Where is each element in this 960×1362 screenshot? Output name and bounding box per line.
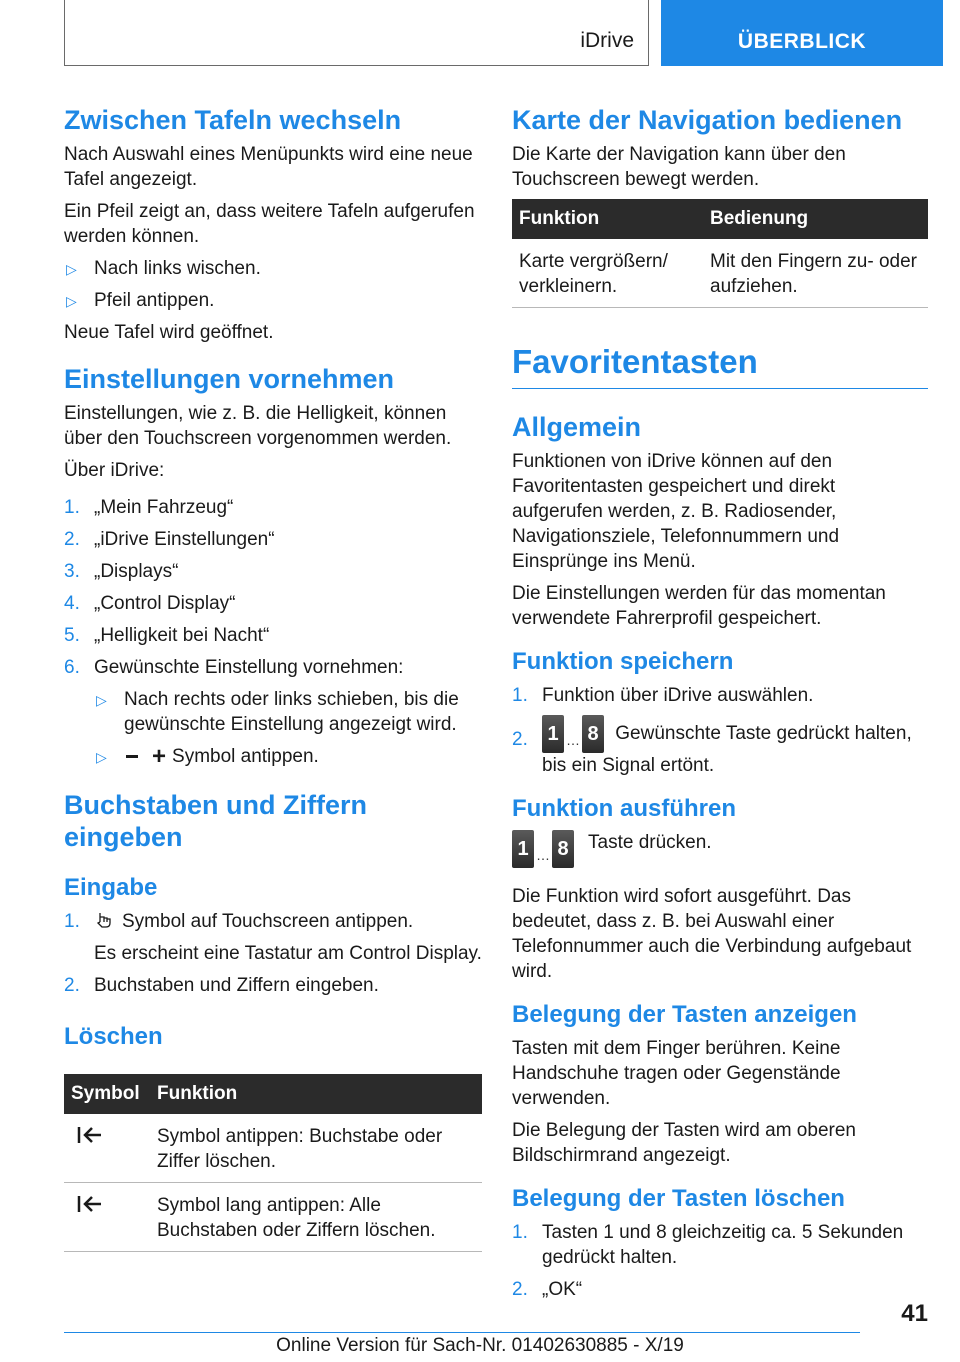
list-item: 1. Tasten 1 und 8 gleichzeitig ca. 5 Sekunden gedrückt halten. <box>512 1222 904 1268</box>
left-column <box>64 100 482 1252</box>
heading-general: Allgemein <box>512 412 642 442</box>
list-item: ▷ Nach links wischen. <box>64 256 482 281</box>
heading-switch-panels: Zwischen Tafeln wechseln <box>64 105 402 135</box>
heading-map: Karte der Navigation bedienen <box>512 105 903 135</box>
favorite-keys-icon: 1 … 8 <box>542 715 604 753</box>
table-row: Symbol antippen: Buchstabe oder Ziffer löschen. <box>64 1114 482 1183</box>
map-table <box>512 199 928 308</box>
list-item: 1. „Mein Fahrzeug“ <box>64 497 234 518</box>
paragraph: Es erscheint eine Tastatur am Control Display. <box>94 943 482 965</box>
list-item: 4. „Control Display“ <box>64 593 236 614</box>
header-section: iDrive <box>580 29 634 52</box>
table-row: Karte vergrößern/ verkleinern. Mit den Fingern zu- oder aufziehen. <box>512 239 928 308</box>
paragraph: Die Einstellungen werden für das momentan verwendete Fahrerprofil gespeichert. <box>512 583 886 629</box>
table-row: Symbol lang antippen: Alle Buchstaben oder Ziffern löschen. <box>64 1183 482 1252</box>
paragraph: Neue Tafel wird geöffnet. <box>64 322 274 343</box>
backspace-icon <box>75 1193 105 1215</box>
page-number: 41 <box>901 1300 928 1327</box>
header-tab <box>661 0 943 66</box>
heading-clear-keys: Belegung der Tasten löschen <box>512 1185 845 1212</box>
paragraph: Die Karte der Navigation kann über den Touchscreen bewegt werden. <box>512 144 846 190</box>
paragraph: Die Belegung der Tasten wird am oberen Bildschirmrand angezeigt. <box>512 1120 856 1166</box>
list-item: ▷ + Symbol antippen. <box>96 743 319 771</box>
paragraph: Über iDrive: <box>64 460 165 481</box>
heading-run-function: Funktion ausführen <box>512 795 736 822</box>
heading-save-function: Funktion speichern <box>512 648 734 675</box>
list-item: 3. „Displays“ <box>64 561 179 582</box>
backspace-icon <box>75 1124 105 1146</box>
triangle-bullet-icon: ▷ <box>66 261 77 277</box>
list-item: ▷ Pfeil antippen. <box>64 288 482 313</box>
plus-icon: + <box>152 743 167 771</box>
table-header-row: Symbol Funktion <box>64 1074 482 1114</box>
triangle-bullet-icon: ▷ <box>96 692 107 708</box>
list-item: 2. Buchstaben und Ziffern eingeben. <box>64 975 379 997</box>
heading-show-keys: Belegung der Tasten anzeigen <box>512 1001 857 1028</box>
list-item: 2. „OK“ <box>512 1279 583 1300</box>
list-item: 1. Funktion über iDrive auswählen. <box>512 685 814 706</box>
heading-delete: Löschen <box>64 1023 163 1051</box>
list-item: 2. 1 … 8 Gewünschte Taste gedrückt halten, bis ein Signal ertönt. <box>512 715 928 778</box>
footer-text: Online Version für Sach-Nr. 01402630885 - X/19 <box>276 1335 684 1356</box>
list-item: 1. Symbol auf Touchscreen antippen. <box>64 911 414 933</box>
paragraph: Einstellungen, wie z. B. die Helligkeit, können über den Touchscreen vorgenommen werden. <box>64 403 452 449</box>
heading-favorites: Favoritentasten <box>512 342 928 389</box>
run-row: 1 … 8 Taste drücken. <box>512 830 928 878</box>
triangle-bullet-icon: ▷ <box>66 293 77 309</box>
heading-input: Eingabe <box>64 874 158 902</box>
favorite-keys-icon: 1 … 8 <box>512 830 574 868</box>
list-item: 5. „Helligkeit bei Nacht“ <box>64 625 270 646</box>
triangle-bullet-icon: ▷ <box>96 749 107 765</box>
paragraph: Ein Pfeil zeigt an, dass weitere Tafeln aufgerufen werden können. <box>64 201 475 247</box>
paragraph: Nach Auswahl eines Menüpunkts wird eine neue Tafel angezeigt. <box>64 144 473 190</box>
keyboard-hand-icon <box>94 911 116 929</box>
heading-settings: Einstellungen vornehmen <box>64 364 395 394</box>
table-header-row: Funktion Bedienung <box>512 199 928 239</box>
list-item: 2. „iDrive Einstellungen“ <box>64 529 275 550</box>
right-column <box>512 100 928 1309</box>
minus-icon <box>126 755 138 758</box>
list-item: ▷ Nach rechts oder links schieben, bis die gewünschte Einstellung angezeigt wird. <box>96 689 459 735</box>
paragraph: Tasten mit dem Finger berühren. Keine Handschuhe tragen oder Gegenstände verwenden. <box>512 1038 841 1109</box>
heading-letters-digits: Buchstaben und Ziffern eingeben <box>64 790 367 853</box>
list-item: 6. Gewünschte Einstellung vornehmen: <box>64 657 404 678</box>
header-box <box>64 0 649 66</box>
footer-divider <box>64 1332 860 1333</box>
paragraph: Die Funktion wird sofort ausgeführt. Das bedeutet, dass z. B. bei Auswahl einer Telefonnummer auch die Verbindung aufgebaut wird. <box>512 886 912 982</box>
paragraph: Funktionen von iDrive können auf den Favoritentasten gespeichert und direkt aufgerufen werden, z. B. Radiosender, Navigationsziele, Telefonnummern und Einsprünge ins Menü. <box>512 451 840 572</box>
header-tab-label: ÜBERBLICK <box>737 30 867 53</box>
delete-table <box>64 1074 482 1252</box>
